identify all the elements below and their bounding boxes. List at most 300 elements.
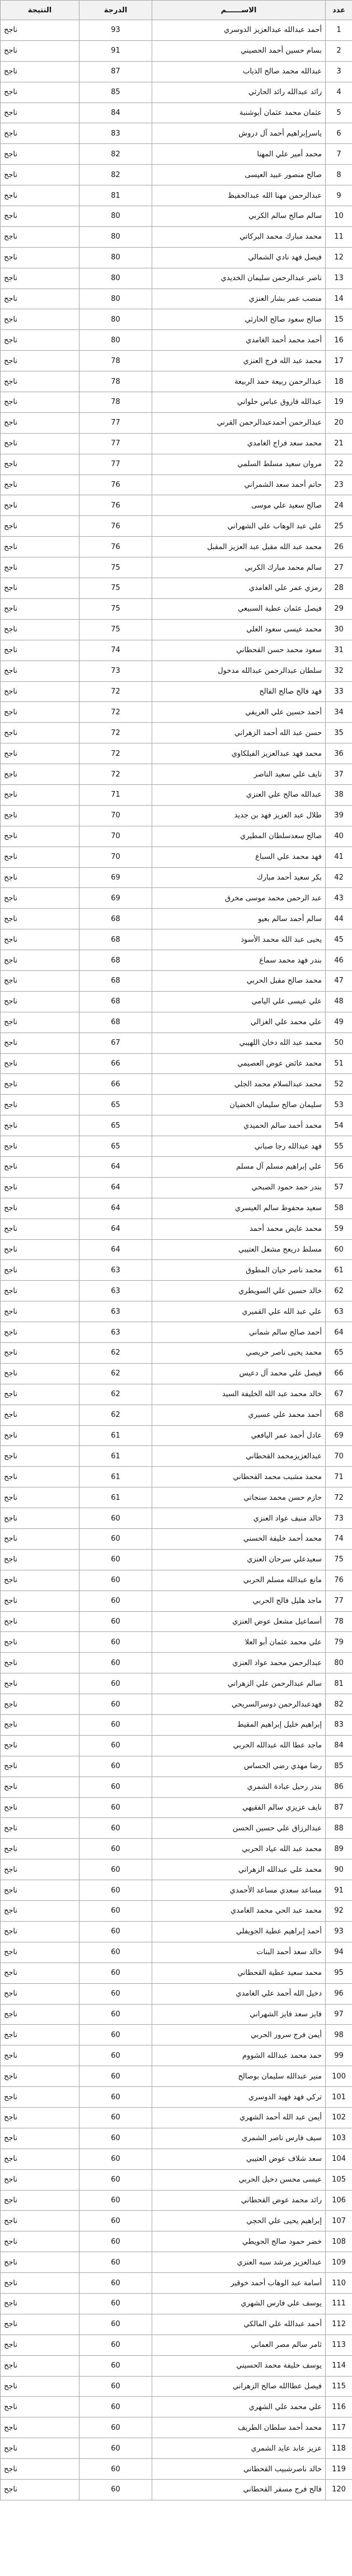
row-number: 91 — [326, 1880, 352, 1901]
row-name: خالد سعد أحمد البنات — [152, 1942, 326, 1963]
row-number: 116 — [326, 2397, 352, 2417]
row-status: ناجح — [1, 1425, 79, 1446]
table-row — [1, 206, 352, 227]
table-row — [1, 2252, 352, 2273]
table-row — [1, 991, 352, 1012]
row-grade: 60 — [79, 1756, 152, 1777]
row-grade: 60 — [79, 2004, 152, 2025]
row-name: بسام حسين أحمد الحصيني — [152, 40, 326, 61]
row-number: 85 — [326, 1756, 352, 1777]
row-grade: 62 — [79, 1405, 152, 1425]
row-number: 67 — [326, 1384, 352, 1405]
row-grade: 80 — [79, 289, 152, 309]
table-row — [1, 371, 352, 392]
table-row — [1, 2273, 352, 2294]
row-number: 52 — [326, 1074, 352, 1095]
row-name: صالح سعيد علي موسى — [152, 495, 326, 516]
row-number: 107 — [326, 2211, 352, 2231]
row-status: ناجح — [1, 1735, 79, 1756]
table-row — [1, 1921, 352, 1942]
row-status: ناجح — [1, 1095, 79, 1115]
row-number: 29 — [326, 598, 352, 619]
row-status: ناجح — [1, 1156, 79, 1177]
row-name: سلطان عبدالرحمن عبدالله مدخول — [152, 661, 326, 681]
row-grade: 91 — [79, 40, 152, 61]
row-number: 110 — [326, 2273, 352, 2294]
table-row — [1, 1177, 352, 1198]
row-name: بندر حمد حمود الصبحي — [152, 1177, 326, 1198]
row-grade: 60 — [79, 1508, 152, 1529]
row-grade: 60 — [79, 2025, 152, 2045]
row-name: سعود محمد حسن القحطاني — [152, 640, 326, 661]
row-number: 66 — [326, 1363, 352, 1384]
table-row — [1, 2045, 352, 2066]
row-name: خالد منيف عواد العنزي — [152, 1508, 326, 1529]
row-number: 5 — [326, 103, 352, 123]
table-row — [1, 619, 352, 640]
row-number: 71 — [326, 1467, 352, 1487]
table-row — [1, 1053, 352, 1074]
row-grade: 60 — [79, 1570, 152, 1591]
row-status: ناجح — [1, 1632, 79, 1653]
row-grade: 60 — [79, 1591, 152, 1611]
row-number: 93 — [326, 1921, 352, 1942]
table-row — [1, 1301, 352, 1322]
table-row — [1, 2107, 352, 2128]
row-grade: 62 — [79, 1343, 152, 1364]
row-name: محمد أحمد خليفة الحسني — [152, 1529, 326, 1550]
row-grade: 93 — [79, 20, 152, 41]
table-row — [1, 598, 352, 619]
row-name: أحمد صالح سالم شماني — [152, 1322, 326, 1343]
table-row — [1, 226, 352, 247]
row-name: رضا مهدي رضي الحساس — [152, 1756, 326, 1777]
row-status: ناجح — [1, 2025, 79, 2045]
row-status: ناجح — [1, 1901, 79, 1922]
row-number: 10 — [326, 206, 352, 227]
row-grade: 60 — [79, 2066, 152, 2087]
table-row — [1, 475, 352, 495]
row-grade: 60 — [79, 2314, 152, 2335]
row-status: ناجح — [1, 1467, 79, 1487]
row-status: ناجح — [1, 929, 79, 950]
row-grade: 60 — [79, 1818, 152, 1839]
row-grade: 60 — [79, 2417, 152, 2438]
table-row — [1, 1983, 352, 2004]
row-status: ناجح — [1, 144, 79, 165]
row-status: ناجح — [1, 661, 79, 681]
row-grade: 60 — [79, 2479, 152, 2500]
row-status: ناجح — [1, 1239, 79, 1260]
row-status: ناجح — [1, 123, 79, 144]
row-name: محمد مشبب محمد القحطاني — [152, 1467, 326, 1487]
row-number: 68 — [326, 1405, 352, 1425]
row-status: ناجح — [1, 1508, 79, 1529]
row-status: ناجح — [1, 40, 79, 61]
table-row — [1, 1239, 352, 1260]
row-status: ناجح — [1, 1446, 79, 1467]
row-status: ناجح — [1, 2293, 79, 2314]
row-status: ناجح — [1, 1921, 79, 1942]
row-number: 53 — [326, 1095, 352, 1115]
row-name: عثمان محمد عثمان أبوشنبة — [152, 103, 326, 123]
row-grade: 76 — [79, 495, 152, 516]
table-row — [1, 661, 352, 681]
row-name: سالم عبدالرحمن علي الزهراني — [152, 1673, 326, 1694]
row-name: محمد أمير علي المهنا — [152, 144, 326, 165]
row-grade: 74 — [79, 640, 152, 661]
row-number: 48 — [326, 991, 352, 1012]
row-name: أسامة عبد الوهاب أحمد خوقير — [152, 2273, 326, 2294]
row-name: عبدالله فاروق عباس حلواني — [152, 392, 326, 413]
row-name: فايز سعد فايز الشهراني — [152, 2004, 326, 2025]
table-row — [1, 2417, 352, 2438]
row-status: ناجح — [1, 2314, 79, 2335]
row-number: 102 — [326, 2107, 352, 2128]
table-row — [1, 1529, 352, 1550]
row-grade: 72 — [79, 702, 152, 723]
row-grade: 75 — [79, 619, 152, 640]
row-status: ناجح — [1, 1777, 79, 1797]
row-name: منير عبدالله سليمان بوصالح — [152, 2066, 326, 2087]
table-row — [1, 2190, 352, 2211]
table-row — [1, 1425, 352, 1446]
row-name: فهدعبدالرحمن دوسرالسريحي — [152, 1694, 326, 1715]
row-grade: 76 — [79, 516, 152, 537]
row-grade: 75 — [79, 598, 152, 619]
row-grade: 60 — [79, 2045, 152, 2066]
table-row — [1, 1363, 352, 1384]
row-name: محمد عايض محمد أحمد — [152, 1219, 326, 1239]
row-status: ناجح — [1, 226, 79, 247]
row-number: 44 — [326, 909, 352, 929]
row-grade: 60 — [79, 1859, 152, 1880]
row-name: أحمد عبدالله علي المالكي — [152, 2314, 326, 2335]
row-number: 22 — [326, 454, 352, 475]
row-grade: 60 — [79, 2149, 152, 2169]
row-name: عبدالله محمد صالح الذياب — [152, 61, 326, 82]
table-row — [1, 2231, 352, 2252]
row-grade: 65 — [79, 1136, 152, 1157]
row-name: علي عبد الله علي القميري — [152, 1301, 326, 1322]
table-row — [1, 1384, 352, 1405]
row-name: فيصل عطاالله صالح الزهراني — [152, 2376, 326, 2397]
row-name: فيصل علي محمد آل دعيس — [152, 1363, 326, 1384]
row-number: 76 — [326, 1570, 352, 1591]
row-grade: 64 — [79, 1198, 152, 1219]
row-grade: 70 — [79, 847, 152, 867]
row-name: ماجد هليل فالح الحربي — [152, 1591, 326, 1611]
row-grade: 70 — [79, 826, 152, 847]
table-row — [1, 1219, 352, 1239]
row-grade: 81 — [79, 185, 152, 206]
row-status: ناجح — [1, 2252, 79, 2273]
row-grade: 60 — [79, 2355, 152, 2376]
row-number: 103 — [326, 2128, 352, 2149]
table-row — [1, 784, 352, 805]
row-status: ناجح — [1, 268, 79, 289]
row-name: عبد الرحمن محمد موسى مخرق — [152, 888, 326, 909]
row-number: 46 — [326, 950, 352, 971]
row-number: 109 — [326, 2252, 352, 2273]
row-number: 90 — [326, 1859, 352, 1880]
table-row — [1, 2479, 352, 2500]
row-status: ناجح — [1, 557, 79, 578]
table-row — [1, 1115, 352, 1136]
row-name: نايف علي سعيد الناصر — [152, 764, 326, 785]
row-number: 17 — [326, 351, 352, 371]
row-status: ناجح — [1, 516, 79, 537]
row-name: عبدالعزيز مرشد سبه العنزي — [152, 2252, 326, 2273]
row-number: 31 — [326, 640, 352, 661]
row-name: نايف عزيزي سالم الفقيهي — [152, 1797, 326, 1818]
row-status: ناجح — [1, 1715, 79, 1736]
row-status: ناجح — [1, 2066, 79, 2087]
row-number: 40 — [326, 826, 352, 847]
row-status: ناجح — [1, 1033, 79, 1053]
row-number: 115 — [326, 2376, 352, 2397]
row-name: عيسى محسن دخيل الحربي — [152, 2169, 326, 2190]
table-row — [1, 351, 352, 371]
row-name: يحيى عبد الله محمد الأسود — [152, 929, 326, 950]
row-number: 20 — [326, 412, 352, 433]
row-number: 19 — [326, 392, 352, 413]
table-row — [1, 640, 352, 661]
row-name: تركي فهد فهيد الدوسري — [152, 2087, 326, 2108]
row-grade: 80 — [79, 309, 152, 330]
table-row — [1, 1260, 352, 1281]
row-name: رائد محمد عوض القحطاني — [152, 2190, 326, 2211]
row-name: علي محمد علي الشهري — [152, 2397, 326, 2417]
row-name: محمد أحمد سلطان الطريف — [152, 2417, 326, 2438]
row-status: ناجح — [1, 454, 79, 475]
row-number: 104 — [326, 2149, 352, 2169]
row-status: ناجح — [1, 1818, 79, 1839]
row-grade: 60 — [79, 1529, 152, 1550]
row-number: 34 — [326, 702, 352, 723]
row-name: صالح منصور عبيد العيسى — [152, 165, 326, 185]
row-status: ناجح — [1, 2459, 79, 2480]
table-row — [1, 2397, 352, 2417]
row-name: خالد محمد عبد الله الخليفة السيد — [152, 1384, 326, 1405]
row-status: ناجح — [1, 20, 79, 41]
row-status: ناجح — [1, 2376, 79, 2397]
row-name: فهد فالح صالح الفالح — [152, 681, 326, 702]
table-row — [1, 412, 352, 433]
table-row — [1, 185, 352, 206]
row-grade: 77 — [79, 412, 152, 433]
row-status: ناجح — [1, 2169, 79, 2190]
row-name: خالد حسين علي السويطري — [152, 1281, 326, 1301]
row-status: ناجح — [1, 2107, 79, 2128]
table-row — [1, 1156, 352, 1177]
row-number: 58 — [326, 1198, 352, 1219]
row-number: 7 — [326, 144, 352, 165]
row-number: 75 — [326, 1549, 352, 1570]
row-name: بكر سعيد أحمد مبارك — [152, 867, 326, 888]
table-row — [1, 578, 352, 599]
row-status: ناجح — [1, 1198, 79, 1219]
table-row — [1, 1033, 352, 1053]
table-row — [1, 433, 352, 454]
row-status: ناجح — [1, 1363, 79, 1384]
row-status: ناجح — [1, 640, 79, 661]
table-row — [1, 888, 352, 909]
row-name: صالح سعدسلطان المطيري — [152, 826, 326, 847]
row-name: محمد مبارك محمد البركاتي — [152, 226, 326, 247]
row-status: ناجح — [1, 909, 79, 929]
row-grade: 72 — [79, 723, 152, 743]
row-status: ناجح — [1, 1115, 79, 1136]
row-grade: 70 — [79, 805, 152, 826]
row-name: محمد عبد الله دخان اللهيبي — [152, 1033, 326, 1053]
row-status: ناجح — [1, 1219, 79, 1239]
table-row — [1, 743, 352, 764]
table-row — [1, 2293, 352, 2314]
table-row — [1, 2025, 352, 2045]
row-grade: 61 — [79, 1467, 152, 1487]
row-name: فيصل عثمان عطية السبيعي — [152, 598, 326, 619]
row-grade: 60 — [79, 2397, 152, 2417]
row-name: عبدالرحمن محمد عواد العنزي — [152, 1653, 326, 1673]
row-name: فالح فرج مسفر القحطاني — [152, 2479, 326, 2500]
table-row — [1, 1549, 352, 1570]
row-grade: 68 — [79, 950, 152, 971]
row-name: أحمد محمد أحمد الغامدي — [152, 330, 326, 351]
row-name: علي عيسى علي اليامي — [152, 991, 326, 1012]
table-row — [1, 289, 352, 309]
row-grade: 60 — [79, 2190, 152, 2211]
row-name: فهد عبدالله رجا صباني — [152, 1136, 326, 1157]
row-status: ناجح — [1, 1301, 79, 1322]
row-number: 84 — [326, 1735, 352, 1756]
row-number: 3 — [326, 61, 352, 82]
row-grade: 65 — [79, 1095, 152, 1115]
row-number: 12 — [326, 247, 352, 268]
table-row — [1, 1859, 352, 1880]
row-status: ناجح — [1, 2045, 79, 2066]
row-name: محمد عيسى سعود العلي — [152, 619, 326, 640]
row-grade: 60 — [79, 1611, 152, 1632]
table-row — [1, 2128, 352, 2149]
row-grade: 60 — [79, 2169, 152, 2190]
row-number: 77 — [326, 1591, 352, 1611]
row-status: ناجح — [1, 1880, 79, 1901]
table-row — [1, 1880, 352, 1901]
table-row — [1, 1136, 352, 1157]
row-status: ناجح — [1, 619, 79, 640]
row-status: ناجح — [1, 2417, 79, 2438]
row-name: محمد عبد الله فرج العنزي — [152, 351, 326, 371]
row-status: ناجح — [1, 351, 79, 371]
row-grade: 60 — [79, 1735, 152, 1756]
table-row — [1, 970, 352, 991]
row-grade: 85 — [79, 82, 152, 103]
row-name: بندر رحيل عبادة الشمري — [152, 1777, 326, 1797]
row-status: ناجح — [1, 412, 79, 433]
row-number: 99 — [326, 2045, 352, 2066]
row-status: ناجح — [1, 2004, 79, 2025]
table-row — [1, 2376, 352, 2397]
row-name: دخيل الله أحمد علي الغامدي — [152, 1983, 326, 2004]
row-number: 62 — [326, 1281, 352, 1301]
row-number: 114 — [326, 2355, 352, 2376]
row-grade: 60 — [79, 1694, 152, 1715]
row-grade: 60 — [79, 2459, 152, 2480]
table-row — [1, 40, 352, 61]
row-number: 2 — [326, 40, 352, 61]
row-grade: 60 — [79, 1549, 152, 1570]
row-name: سالم محمد مبارك الكربي — [152, 557, 326, 578]
row-name: أحمد عبدالله عبدالعزيز الدوسري — [152, 20, 326, 41]
row-name: صالح سعود صالح الحارثي — [152, 309, 326, 330]
table-row — [1, 2355, 352, 2376]
row-status: ناجح — [1, 1756, 79, 1777]
row-name: عبدالله صالح علي العنزي — [152, 784, 326, 805]
row-status: ناجح — [1, 847, 79, 867]
table-row — [1, 1963, 352, 1983]
row-status: ناجح — [1, 764, 79, 785]
row-status: ناجح — [1, 475, 79, 495]
row-status: ناجح — [1, 1281, 79, 1301]
row-grade: 73 — [79, 661, 152, 681]
row-grade: 80 — [79, 268, 152, 289]
row-name: مساعد سعدي مساعد الأحمدي — [152, 1880, 326, 1901]
row-status: ناجح — [1, 1673, 79, 1694]
row-status: ناجح — [1, 2397, 79, 2417]
table-row — [1, 2459, 352, 2480]
table-row — [1, 1901, 352, 1922]
row-number: 72 — [326, 1487, 352, 1508]
row-number: 33 — [326, 681, 352, 702]
row-number: 100 — [326, 2066, 352, 2087]
table-row — [1, 1735, 352, 1756]
row-number: 39 — [326, 805, 352, 826]
row-status: ناجح — [1, 289, 79, 309]
row-grade: 63 — [79, 1322, 152, 1343]
row-name: سعيدعلي سرحان العنزي — [152, 1549, 326, 1570]
table-row — [1, 1446, 352, 1467]
row-status: ناجح — [1, 247, 79, 268]
row-number: 79 — [326, 1632, 352, 1653]
row-number: 101 — [326, 2087, 352, 2108]
row-grade: 82 — [79, 165, 152, 185]
row-grade: 68 — [79, 909, 152, 929]
table-row — [1, 2438, 352, 2459]
row-grade: 80 — [79, 226, 152, 247]
table-row — [1, 309, 352, 330]
row-grade: 68 — [79, 991, 152, 1012]
row-status: ناجح — [1, 1653, 79, 1673]
row-name: محمد يحيى ناصر حريصي — [152, 1343, 326, 1364]
row-name: محمد علي عبدالله الزهراني — [152, 1859, 326, 1880]
table-row — [1, 2004, 352, 2025]
row-name: سالم أحمد سالم بعيو — [152, 909, 326, 929]
table-row — [1, 909, 352, 929]
row-number: 4 — [326, 82, 352, 103]
table-row — [1, 1198, 352, 1219]
row-grade: 77 — [79, 454, 152, 475]
row-number: 27 — [326, 557, 352, 578]
row-status: ناجح — [1, 1797, 79, 1818]
row-number: 96 — [326, 1983, 352, 2004]
row-grade: 60 — [79, 1983, 152, 2004]
row-number: 14 — [326, 289, 352, 309]
table-row — [1, 516, 352, 537]
row-name: حسن عبد الله أحمد الزهراني — [152, 723, 326, 743]
row-status: ناجح — [1, 1549, 79, 1570]
table-row — [1, 1467, 352, 1487]
